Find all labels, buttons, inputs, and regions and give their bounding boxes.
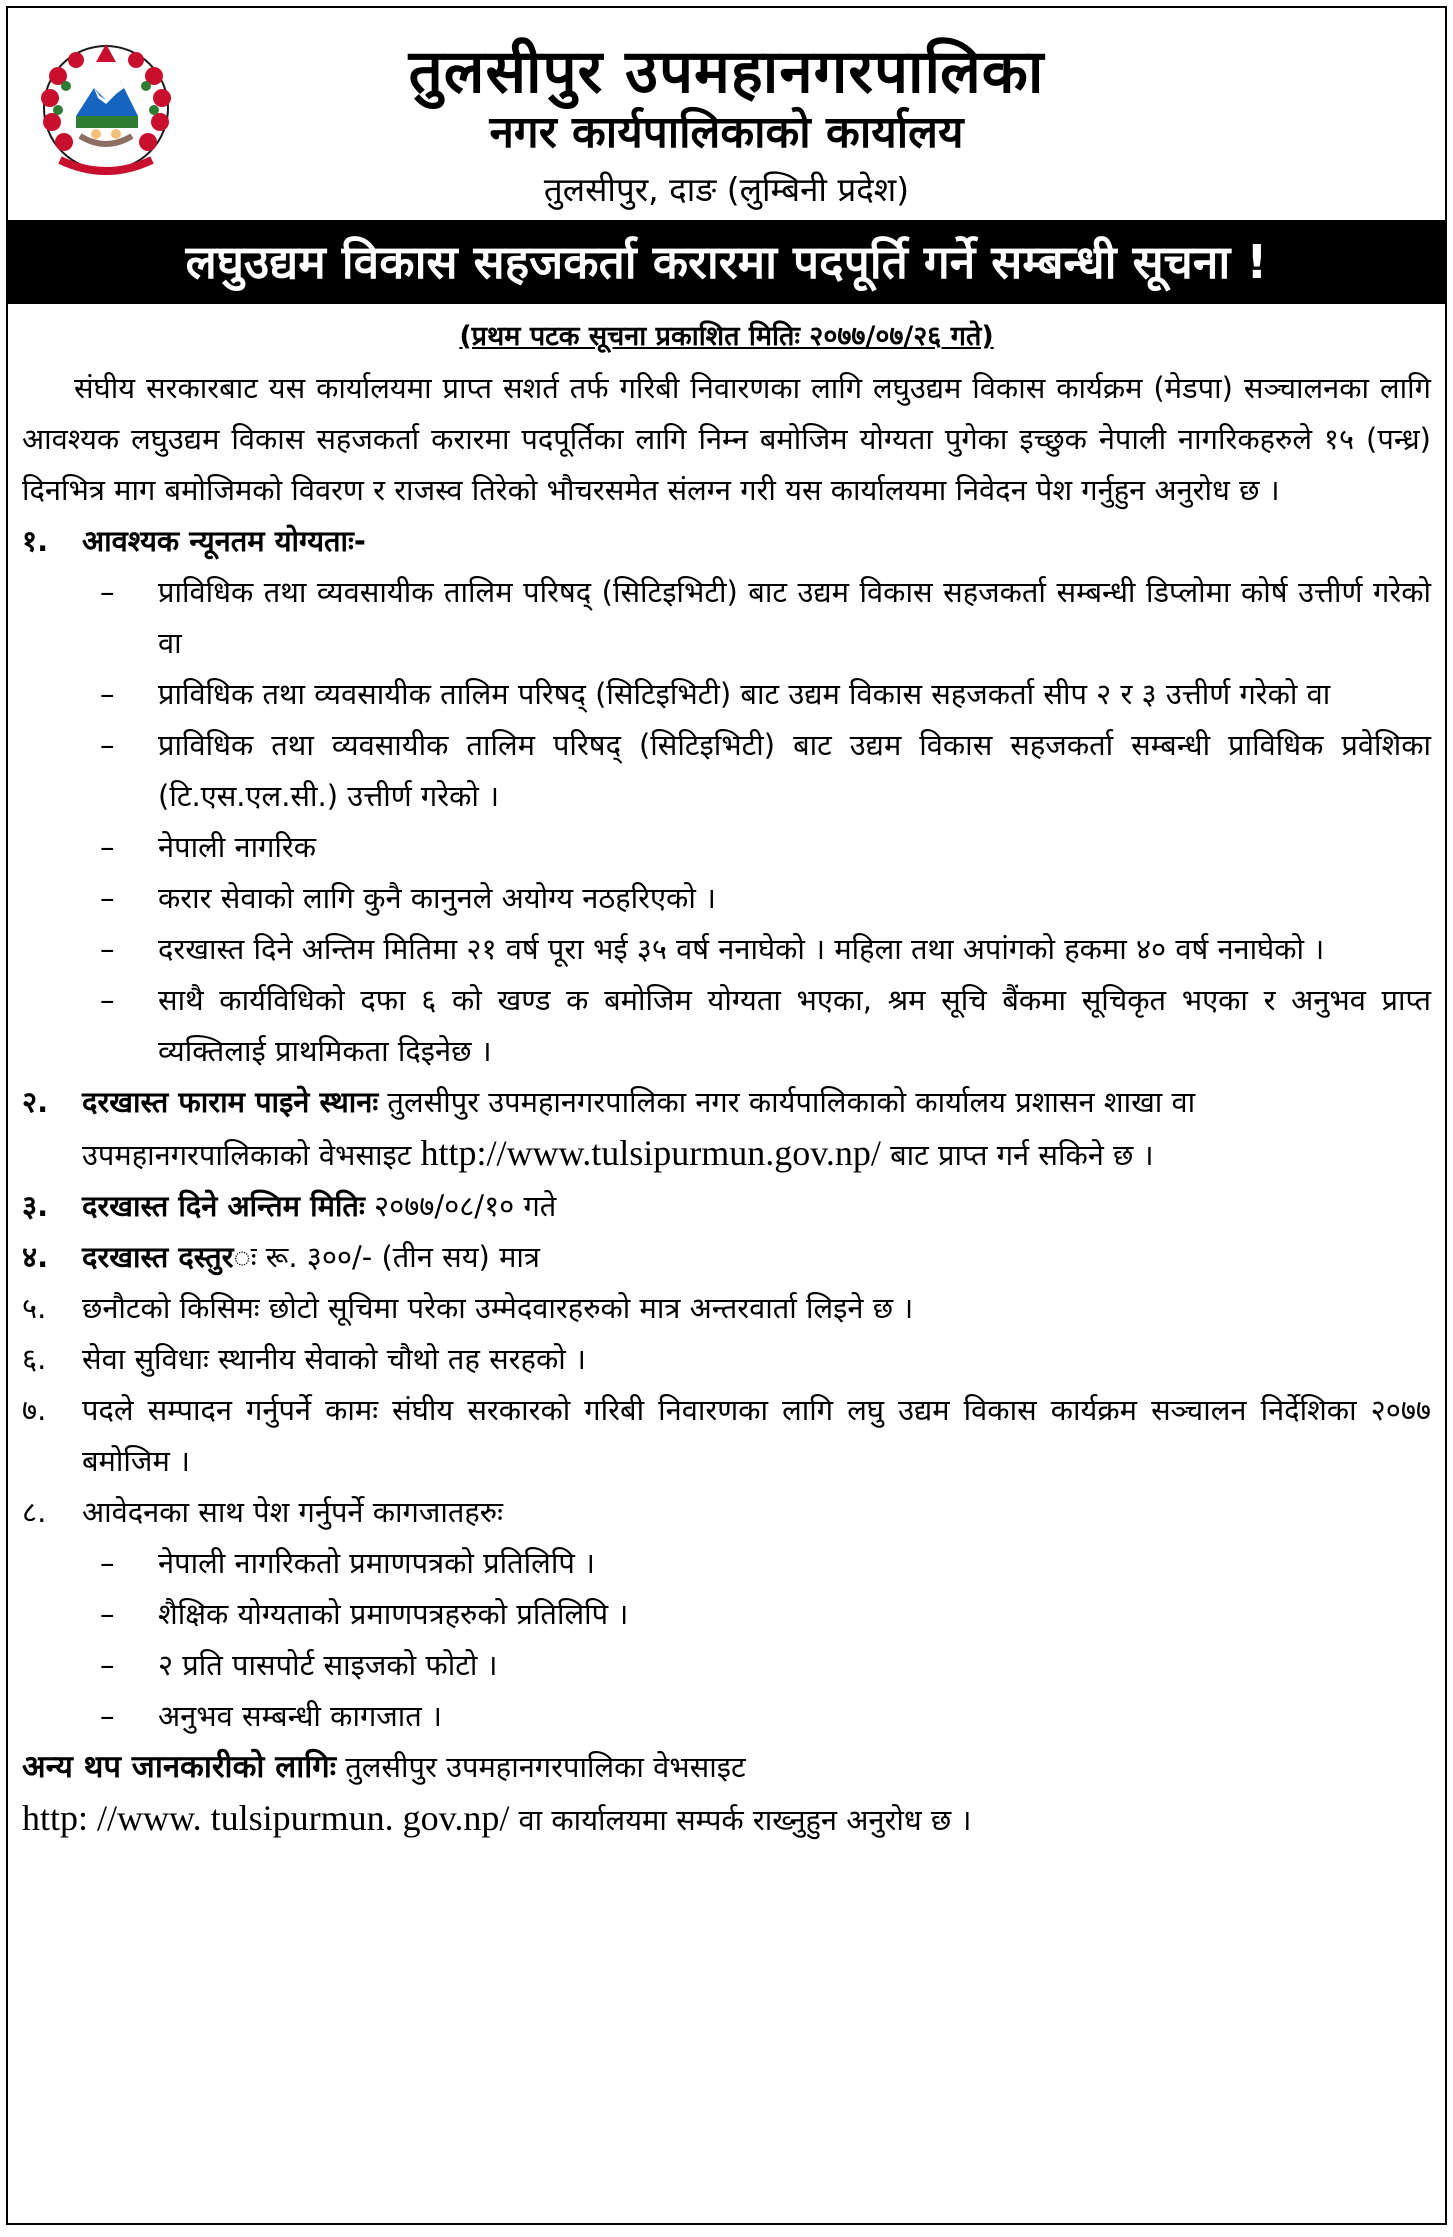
section-number: ८. [22,1495,47,1529]
list-dash: – [100,1597,115,1631]
section-2-text [82,1077,1431,1181]
list-item [22,1538,1431,1589]
section-7-text: पदले सम्पादन गर्नुपर्ने कामः संघीय सरकारको गरिबी निवारणका लागि लघु उद्यम विकास कार्यक्रम सञ्चालन निर्देशिका २०७७ बमोजिम । [82,1393,1431,1478]
footer-label: अन्य थप जानकारीको लागिः [22,1749,337,1785]
list-item [22,1691,1431,1742]
section-2 [22,1077,1431,1181]
website-link[interactable]: http://www.tulsipurmun.gov.np/ [420,1133,881,1173]
fee-value: ः रू. ३००/- (तीन सय) मात्र [233,1240,540,1274]
deadline-value: २०७७/०८/१० गते [364,1189,557,1223]
list-dash: – [100,983,115,1017]
footer-text-a: तुलसीपुर उपमहानगरपालिका वेभसाइट [336,1750,746,1784]
publication-date-text: (प्रथम पटक सूचना प्रकाशित मितिः २०७७/०७/२६ गते) [459,321,994,352]
section-number: ६. [22,1342,47,1376]
section-6 [22,1334,1431,1385]
list-dash: – [100,1699,115,1733]
notice-body [22,363,1431,1846]
section-1 [22,516,1431,567]
deadline-label: दरखास्त दिने अन्तिम मितिः [82,1189,365,1223]
section-5-text: छनौटको किसिमः छोटो सूचिमा परेका उम्मेदवारहरुको मात्र अन्तरवार्ता लिइने छ । [82,1291,914,1325]
footer-website-link[interactable]: http: //www. tulsipurmun. gov.np/ [22,1798,510,1838]
section-2-text-b: बाट प्राप्त गर्न सकिने छ । [880,1138,1154,1172]
section-3 [22,1181,1431,1232]
list-dash: – [100,1648,115,1682]
section-8-title: आवेदनका साथ पेश गर्नुपर्ने कागजातहरुः [82,1495,504,1529]
office-address: तुलसीपुर, दाङ (लुम्बिनी प्रदेश) [543,170,910,209]
section-1-title: आवश्यक न्यूनतम योग्यताः- [82,524,366,558]
section-number: ३. [22,1189,49,1223]
section-number: ५. [22,1291,47,1325]
section-4 [22,1232,1431,1283]
qualification-list [22,567,1431,1077]
section-number: ४. [22,1240,49,1274]
list-dash: – [100,677,115,711]
section-2-label: दरखास्त फाराम पाइने स्थानः [82,1085,379,1119]
list-dash: – [100,830,115,864]
section-7 [22,1385,1431,1487]
fee-label: दरखास्त दस्तुर [82,1240,234,1274]
section-4-text [82,1232,1431,1283]
list-item [22,567,1431,669]
list-item-text: प्राविधिक तथा व्यवसायीक तालिम परिषद् (सिटिइभिटी) बाट उद्यम विकास सहजकर्ता सम्बन्धी डिप्लोमा कोर्ष उत्तीर्ण गरेको वा [158,575,1431,660]
notice-title: लघुउद्यम विकास सहजकर्ता करारमा पदपूर्ति गर्ने सम्बन्धी सूचना ! [8,220,1445,304]
list-item [22,822,1431,873]
list-item-text: करार सेवाको लागि कुनै कानुनले अयोग्य नठहरिएको । [158,881,717,915]
list-dash: – [100,1546,115,1580]
list-dash: – [100,728,115,762]
office-name: नगर कार्यपालिकाको कार्यालय [489,107,964,158]
section-number: २. [22,1085,49,1119]
section-8 [22,1487,1431,1538]
list-item-text: २ प्रति पासपोर्ट साइजको फोटो । [158,1648,498,1682]
list-item [22,924,1431,975]
list-item-text: दरखास्त दिने अन्तिम मितिमा २१ वर्ष पूरा भई ३५ वर्ष ननाघेको । महिला तथा अपांगको हकमा ४० वर्ष ननाघेको । [158,932,1325,966]
section-2-text-a: तुलसीपुर उपमहानगरपालिका नगर कार्यपालिकाको कार्यालय प्रशासन शाखा वा उपमहानगरपालिकाको वेभसाइट [82,1085,1196,1172]
list-dash: – [100,881,115,915]
list-item-text: साथै कार्यविधिको दफा ६ को खण्ड क बमोजिम योग्यता भएका, श्रम सूचि बैंकमा सूचिकृत भएका र अनुभव प्राप्त व्यक्तिलाई प्राथमिकता दिइनेछ । [158,983,1431,1068]
list-item [22,873,1431,924]
list-item [22,669,1431,720]
notice-page [6,6,1447,2225]
list-item [22,1589,1431,1640]
list-item-text: नेपाली नागरिक [158,830,317,864]
section-number: १. [22,524,49,558]
documents-list [22,1538,1431,1742]
section-3-text [82,1181,1431,1232]
section-6-text: सेवा सुविधाः स्थानीय सेवाको चौथो तह सरहको । [82,1342,586,1376]
list-item [22,720,1431,822]
list-item [22,1640,1431,1691]
organization-name: तुलसीपुर उपमहानगरपालिका [408,37,1045,107]
list-item-text: प्राविधिक तथा व्यवसायीक तालिम परिषद् (सिटिइभिटी) बाट उद्यम विकास सहजकर्ता सीप २ र ३ उत्तीर्ण गरेको वा [158,677,1331,711]
publication-date [8,316,1445,353]
list-dash: – [100,932,115,966]
list-item [22,975,1431,1077]
footer-info [22,1742,1431,1846]
list-item-text: प्राविधिक तथा व्यवसायीक तालिम परिषद् (सिटिइभिटी) बाट उद्यम विकास सहजकर्ता सम्बन्धी प्राविधिक प्रवेशिका (टि.एस.एल.सी.) उत्तीर्ण गरेको । [158,728,1431,813]
list-item-text: अनुभव सम्बन्धी कागजात । [158,1699,443,1733]
list-dash: – [100,575,115,609]
footer-text-b: वा कार्यालयमा सम्पर्क राख्नुहुन अनुरोध छ । [509,1803,972,1837]
section-number: ७. [22,1393,47,1427]
list-item-text: शैक्षिक योग्यताको प्रमाणपत्रहरुको प्रतिलिपि । [158,1597,629,1631]
list-item-text: नेपाली नागरिकतो प्रमाणपत्रको प्रतिलिपि । [158,1546,596,1580]
intro-paragraph: संघीय सरकारबाट यस कार्यालयमा प्राप्त सशर्त तर्फ गरिबी निवारणका लागि लघुउद्यम विकास कार्यक्रम (मेडपा) सञ्चालनका लागि आवश्यक लघुउद्यम विकास सहजकर्ता करारमा पदपूर्तिका लागि निम्न बमोजिम योग्यता पुगेका इच्छुक नेपाली नागरिकहरुले १५ (पन्ध्र) दिनभित्र माग बमोजिमको विवरण र राजस्व तिरेको भौचरसमेत संलग्न गरी यस कार्यालयमा निवेदन पेश गर्नुहुन अनुरोध छ । [22,371,1431,507]
section-5 [22,1283,1431,1334]
